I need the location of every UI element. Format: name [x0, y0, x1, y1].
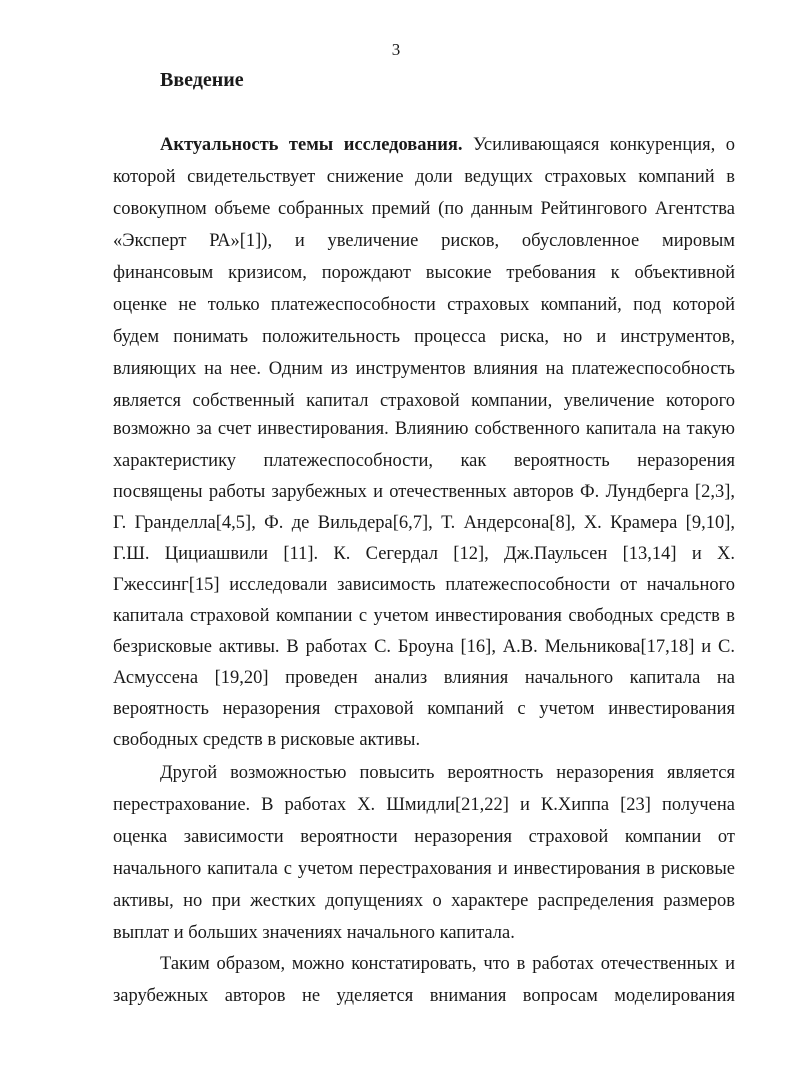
text-line: зарубежных авторов не уделяется внимания вопросам моделирования [113, 986, 735, 1006]
text-line: посвящены работы зарубежных и отечественных авторов Ф. Лундберга [2,3], [113, 482, 735, 502]
text-line: «Эксперт РА»[1]), и увеличение рисков, обусловленное мировым [113, 231, 735, 251]
section-heading: Введение [160, 69, 244, 91]
text-line: Г.Ш. Цициашвили [11]. К. Сегердал [12], Дж.Паульсен [13,14] и Х. [113, 544, 735, 564]
text-line: финансовым кризисом, порождают высокие требования к объективной [113, 263, 735, 283]
text-line: Г. Гранделла[4,5], Ф. де Вильдера[6,7], Т. Андерсона[8], Х. Крамера [9,10], [113, 513, 735, 533]
text-line: Другой возможностью повысить вероятность неразорения является [160, 763, 735, 783]
text-line: будем понимать положительность процесса риска, но и инструментов, [113, 327, 735, 347]
text-line: Гжессинг[15] исследовали зависимость платежеспособности от начального [113, 575, 735, 595]
text-line: начального капитала с учетом перестрахования и инвестирования в рисковые [113, 859, 735, 879]
page-number: 3 [391, 40, 401, 59]
text-line: оценка зависимости вероятности неразорения страховой компании от [113, 827, 735, 847]
text-line: совокупном объеме собранных премий (по данным Рейтингового Агентства [113, 199, 735, 219]
text-line: влияющих на нее. Одним из инструментов влияния на платежеспособность [113, 359, 735, 379]
text-line: которой свидетельствует снижение доли ведущих страховых компаний в [113, 167, 735, 187]
text-line: характеристику платежеспособности, как вероятность неразорения [113, 451, 735, 471]
text-line: выплат и больших значениях начального капитала. [113, 923, 515, 943]
text-line: возможно за счет инвестирования. Влиянию собственного капитала на такую [113, 419, 735, 439]
text-line: вероятность неразорения страховой компаний с учетом инвестирования [113, 699, 735, 719]
text-line: является собственный капитал страховой компании, увеличение которого [113, 391, 735, 411]
text-line: Актуальность темы исследования. Усиливающаяся конкуренция, о [160, 135, 736, 155]
text-line: свободных средств в рисковые активы. [113, 730, 421, 750]
text-line: Таким образом, можно констатировать, что в работах отечественных и [160, 954, 735, 974]
text-line: Асмуссена [19,20] проведен анализ влияния начального капитала на [113, 668, 735, 688]
text-line: капитала страховой компании с учетом инвестирования свободных средств в [113, 606, 735, 626]
lead-phrase: Актуальность темы исследования. [160, 135, 463, 155]
text-line: безрисковые активы. В работах С. Броуна [16], А.В. Мельникова[17,18] и С. [113, 637, 735, 657]
text-line: активы, но при жестких допущениях о характере распределения размеров [113, 891, 735, 911]
text-line: оценке не только платежеспособности страховых компаний, под которой [113, 295, 735, 315]
text-line: перестрахование. В работах Х. Шмидли[21,22] и К.Хиппа [23] получена [113, 795, 735, 815]
